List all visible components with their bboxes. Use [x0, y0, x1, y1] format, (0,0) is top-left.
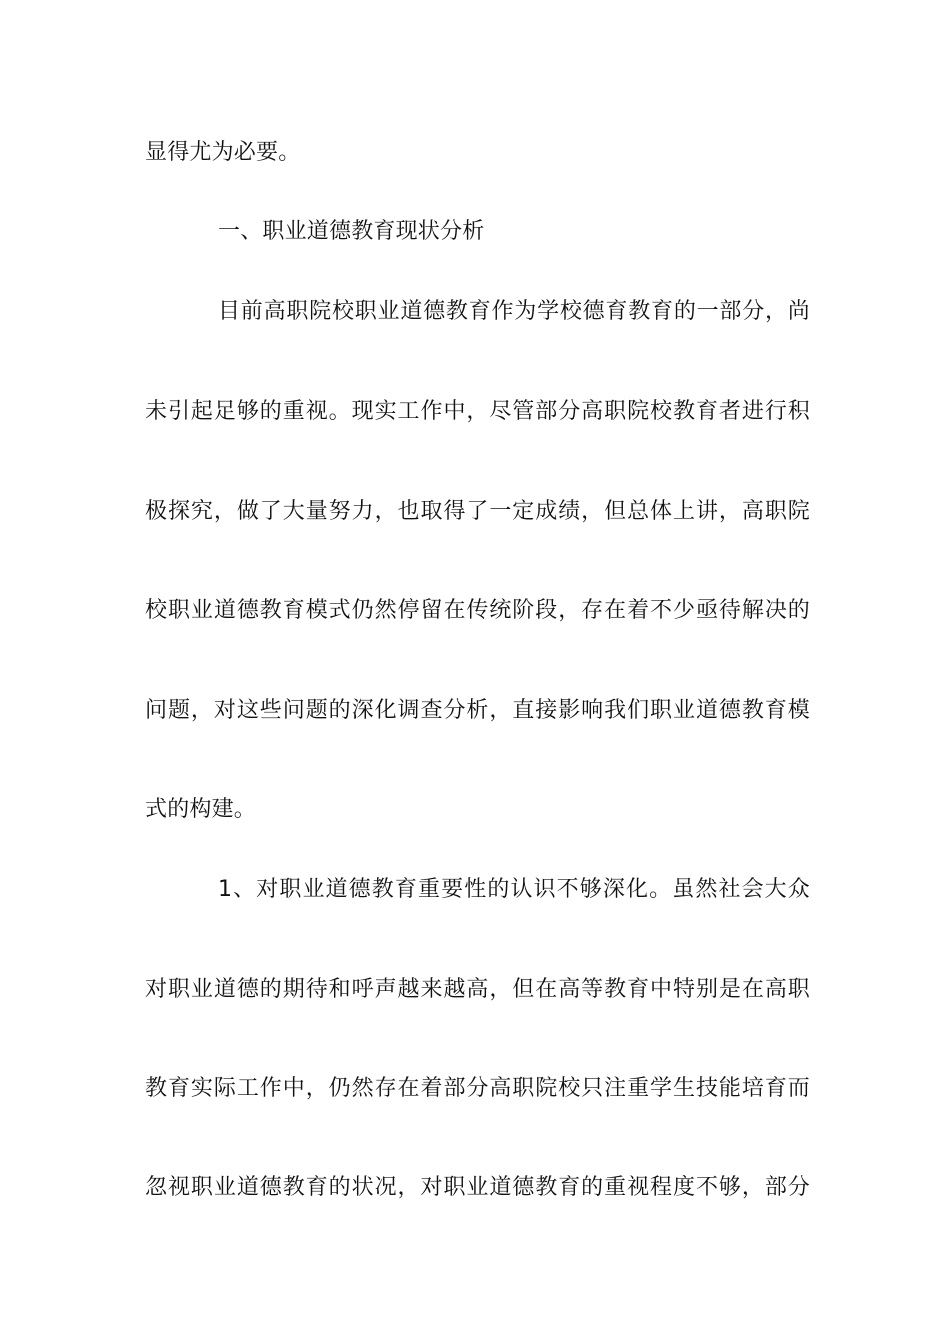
paragraph-1-line-4: 校职业道德教育模式仍然停留在传统阶段，存在着不少亟待解决的	[145, 598, 810, 623]
paragraph-1-line-3: 极探究，做了大量努力，也取得了一定成绩，但总体上讲，高职院	[145, 499, 810, 524]
paragraph-1-line-6: 式的构建。	[145, 797, 257, 822]
section-heading: 一、职业道德教育现状分析	[218, 219, 485, 244]
paragraph-1-line-5: 问题，对这些问题的深化调查分析，直接影响我们职业道德教育模	[145, 698, 810, 723]
paragraph-2-line-1: 1、对职业道德教育重要性的认识不够深化。虽然社会大众	[218, 877, 810, 902]
paragraph-1-line-1: 目前高职院校职业道德教育作为学校德育教育的一部分，尚	[218, 299, 810, 324]
paragraph-2-line-4: 忽视职业道德教育的状况，对职业道德教育的重视程度不够，部分	[145, 1175, 810, 1200]
paragraph-1-line-2: 未引起足够的重视。现实工作中，尽管部分高职院校教育者进行积	[145, 399, 810, 424]
paragraph-line-continuation: 显得尤为必要。	[145, 140, 301, 165]
paragraph-2-line-2: 对职业道德的期待和呼声越来越高，但在高等教育中特别是在高职	[145, 977, 810, 1002]
paragraph-2-line-3: 教育实际工作中，仍然存在着部分高职院校只注重学生技能培育而	[145, 1076, 810, 1101]
